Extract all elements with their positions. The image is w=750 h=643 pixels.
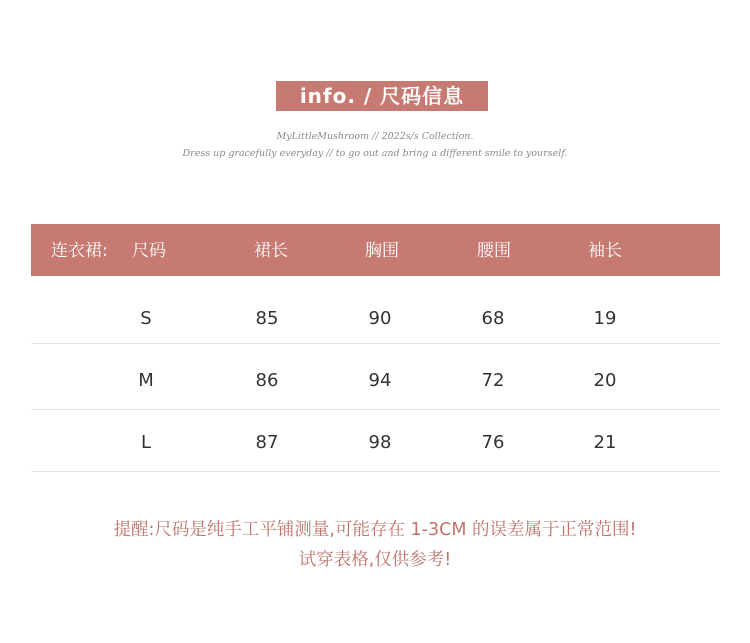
table-row — [31, 281, 720, 344]
table-row — [31, 347, 720, 410]
cell-bust: 98 — [368, 432, 392, 453]
cell-sleeve-length: 19 — [593, 308, 617, 329]
header-waist: 腰围 — [477, 241, 511, 261]
cell-bust: 94 — [368, 370, 392, 391]
cell-waist: 68 — [481, 308, 505, 329]
header-size: 尺码 — [132, 241, 166, 261]
brand-slogan: Dress up gracefully everyday // to go out and bring a different smile to yourself. — [182, 148, 568, 159]
header-category: 连衣裙: — [51, 241, 108, 261]
header-sleeve-length: 袖长 — [588, 241, 622, 261]
header-skirt-length: 裙长 — [254, 241, 288, 261]
reference-notice: 试穿表格,仅供参考! — [298, 550, 452, 570]
table-row — [31, 409, 720, 472]
cell-size: M — [138, 370, 154, 391]
cell-skirt-length: 87 — [255, 432, 279, 453]
cell-sleeve-length: 21 — [593, 432, 617, 453]
cell-size: L — [140, 432, 152, 453]
cell-waist: 72 — [481, 370, 505, 391]
cell-waist: 76 — [481, 432, 505, 453]
cell-bust: 90 — [368, 308, 392, 329]
measurement-notice: 提醒:尺码是纯手工平铺测量,可能存在 1-3CM 的误差属于正常范围! — [113, 520, 637, 540]
cell-size: S — [140, 308, 152, 329]
cell-skirt-length: 86 — [255, 370, 279, 391]
page-title: info. / 尺码信息 — [276, 81, 488, 111]
brand-tagline: MyLittleMushroom // 2022s/s Collection. — [276, 131, 474, 142]
cell-skirt-length: 85 — [255, 308, 279, 329]
header-bust: 胸围 — [365, 241, 399, 261]
cell-sleeve-length: 20 — [593, 370, 617, 391]
size-table-header — [31, 224, 720, 276]
